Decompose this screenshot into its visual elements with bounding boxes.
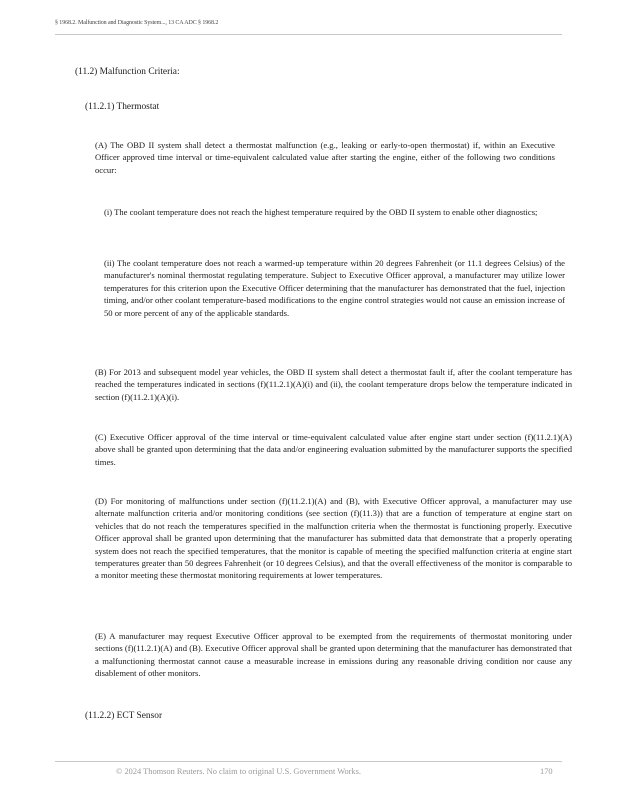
paragraph-a: (A) The OBD II system shall detect a thermostat malfunction (e.g., leaking or early-to-open thermostat) if, within an Executive Officer approved time interval or time-equivalent calculated value after starting the engine, either of the following two conditions occur:: [95, 140, 555, 175]
subsection-heading-thermostat: (11.2.1) Thermostat: [85, 102, 160, 112]
paragraph-a-ii: (ii) The coolant temperature does not reach a warmed-up temperature within 20 degrees Fahrenheit (or 11.1 degrees Celsius) of the manufacturer's nominal thermostat regulating temperature. Subject to Executive Officer approval, a manufacturer may utilize lower temperatures for this criterion upon the Executive Officer determining that the manufacturer has demonstrated that the fuel, injection timing, and/or other coolant temperature-based modifications to the engine control strategies would not cause an emission increase of 50 or more percent of any of the applicable standards.: [104, 258, 565, 318]
running-title: § 1968.2. Malfunction and Diagnostic System..., 13 CA ADC § 1968.2: [55, 20, 219, 26]
copyright-notice: © 2024 Thomson Reuters. No claim to original U.S. Government Works.: [116, 767, 361, 776]
paragraph-a-i: (i) The coolant temperature does not reach the highest temperature required by the OBD II system to enable other diagnostics;: [104, 207, 538, 217]
section-heading: (11.2) Malfunction Criteria:: [75, 67, 180, 77]
page-number: 170: [540, 767, 553, 776]
paragraph-c: (C) Executive Officer approval of the time interval or time-equivalent calculated value after engine start under section (f)(11.2.1)(A) above shall be granted upon determining that the data and/or engineering evaluation submitted by the manufacturer supports the specified times.: [95, 432, 572, 467]
subsection-heading-ect-sensor: (11.2.2) ECT Sensor: [85, 711, 163, 721]
paragraph-b: (B) For 2013 and subsequent model year vehicles, the OBD II system shall detect a thermostat fault if, after the coolant temperature has reached the temperatures indicated in sections (f)(11.2.1)(A)(i) and (ii), the coolant temperature drops below the temperature indicated in section (f)(11.2.1)(A)(i).: [95, 367, 572, 402]
header-divider: [55, 34, 562, 35]
paragraph-e: (E) A manufacturer may request Executive Officer approval to be exempted from the requirements of thermostat monitoring under sections (f)(11.2.1)(A) and (B). Executive Officer approval shall be granted upon determining that the manufacturer has demonstrated that a malfunctioning thermostat cannot cause a measurable increase in emissions during any reasonable driving condition nor cause any disablement of other monitors.: [95, 631, 572, 679]
footer-divider: [55, 761, 562, 762]
paragraph-d: (D) For monitoring of malfunctions under section (f)(11.2.1)(A) and (B), with Executive Officer approval, a manufacturer may use alternate malfunction criteria and/or monitoring conditions (see section (f)(11.3)) that are a function of temperature at engine start on vehicles that do not reach the temperatures specified in the malfunction criteria when the thermostat is functioning properly. Executive Officer approval shall be granted upon determining that the manufacturer has submitted data that demonstrate that a properly operating system does not reach the specified temperatures, that the monitor is capable of meeting the specified malfunction criteria at engine start temperatures greater than 50 degrees Fahrenheit (or 10 degrees Celsius), and that the overall effectiveness of the monitor is comparable to a monitor meeting these thermostat monitoring requirements at lower temperatures.: [95, 496, 572, 581]
